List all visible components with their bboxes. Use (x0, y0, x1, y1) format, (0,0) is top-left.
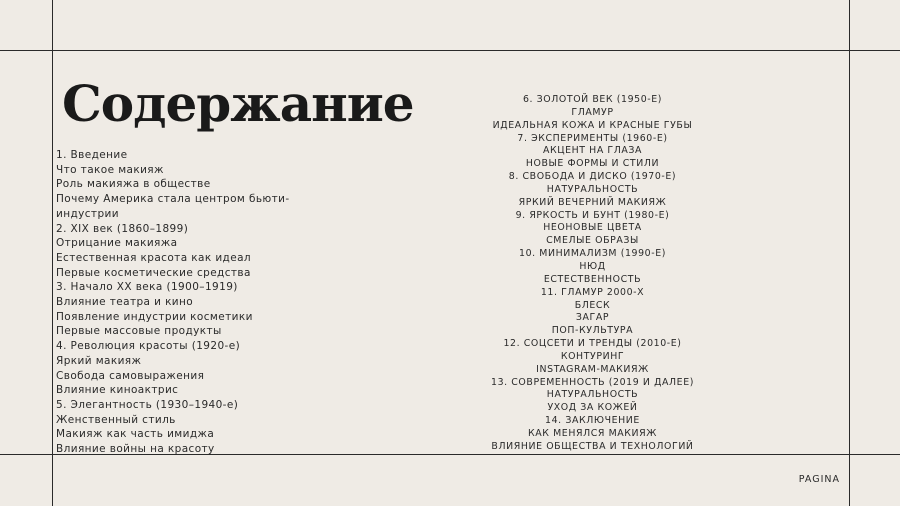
list-item: Свобода самовыражения (56, 369, 205, 382)
list-item: 1. Введение (56, 149, 128, 161)
left-rule (52, 0, 53, 506)
list-item: Отрицание макияжа (56, 237, 178, 250)
list-item: 6. ЗОЛОТОЙ ВЕК (1950-Е) (522, 94, 663, 105)
list-item: ЯРКИЙ ВЕЧЕРНИЙ МАКИЯЖ (518, 196, 667, 208)
list-item: 8. СВОБОДА И ДИСКО (1970-Е) (508, 171, 677, 183)
list-item: 14. ЗАКЛЮЧЕНИЕ (545, 415, 640, 427)
page-title: Содержание (62, 74, 414, 133)
list-item: ГЛАМУР (571, 106, 614, 118)
list-item: 3. Начало XX века (1900–1919) (56, 281, 238, 294)
list-item: НАТУРАЛЬНОСТЬ (546, 183, 639, 195)
list-item: INSTAGRAM-МАКИЯЖ (536, 363, 649, 375)
list-item: 9. ЯРКОСТЬ И БУНТ (1980-Е) (515, 209, 670, 221)
list-item: Естественная красота как идеал (56, 251, 252, 264)
list-item: 5. Элегантность (1930–1940-е) (56, 398, 239, 411)
top-rule (0, 50, 900, 51)
list-item: АКЦЕНТ НА ГЛАЗА (542, 145, 643, 157)
list-item: Почему Америка стала центром бьюти-индустрии (56, 193, 290, 220)
list-item: Яркий макияж (56, 354, 142, 367)
list-item: НЮД (579, 260, 606, 272)
list-item: БЛЕСК (574, 299, 611, 311)
list-item: КАК МЕНЯЛСЯ МАКИЯЖ (528, 427, 657, 439)
list-item: Женственный стиль (56, 413, 176, 426)
list-item: Влияние войны на красоту (56, 443, 215, 456)
list-item: Первые массовые продукты (56, 325, 222, 338)
list-item: Первые косметические средства (56, 266, 251, 279)
list-item: ВЛИЯНИЕ ОБЩЕСТВА И ТЕХНОЛОГИЙ (491, 440, 694, 452)
contents-list-right (470, 94, 715, 454)
list-item: ПОП-КУЛЬТУРА (551, 325, 634, 337)
list-item: Влияние киноактрис (56, 384, 179, 397)
page-label: PAGINA (798, 474, 840, 485)
list-item: НЕОНОВЫЕ ЦВЕТА (543, 222, 642, 234)
list-item: УХОД ЗА КОЖЕЙ (547, 402, 638, 414)
list-item: 12. СОЦСЕТИ И ТРЕНДЫ (2010-Е) (503, 338, 682, 350)
list-item: Роль макияжа в обществе (56, 178, 211, 191)
list-item: СМЕЛЫЕ ОБРАЗЫ (546, 235, 639, 247)
list-item: ИДЕАЛЬНАЯ КОЖА И КРАСНЫЕ ГУБЫ (492, 119, 693, 131)
list-item: КОНТУРИНГ (560, 350, 625, 362)
list-item: Влияние театра и кино (56, 296, 194, 309)
list-item: 7. ЭКСПЕРИМЕНТЫ (1960-Е) (517, 132, 668, 144)
list-item: НАТУРАЛЬНОСТЬ (546, 389, 639, 401)
list-item: 10. МИНИМАЛИЗМ (1990-Е) (519, 248, 666, 260)
list-item: НОВЫЕ ФОРМЫ И СТИЛИ (525, 158, 660, 170)
list-item: Появление индустрии косметики (56, 310, 253, 323)
list-item: 2. XIX век (1860–1899) (56, 222, 189, 235)
list-item: ЗАГАР (575, 312, 610, 324)
contents-list-left (56, 148, 316, 457)
list-item: ЕСТЕСТВЕННОСТЬ (543, 273, 642, 285)
list-item: Макияж как часть имиджа (56, 428, 215, 441)
list-item: 13. СОВРЕМЕННОСТЬ (2019 И ДАЛЕЕ) (491, 376, 694, 388)
list-item: Что такое макияж (56, 163, 164, 176)
right-rule (849, 0, 850, 506)
list-item: 11. ГЛАМУР 2000-Х (540, 286, 645, 298)
list-item: 4. Революция красоты (1920-е) (56, 340, 241, 353)
